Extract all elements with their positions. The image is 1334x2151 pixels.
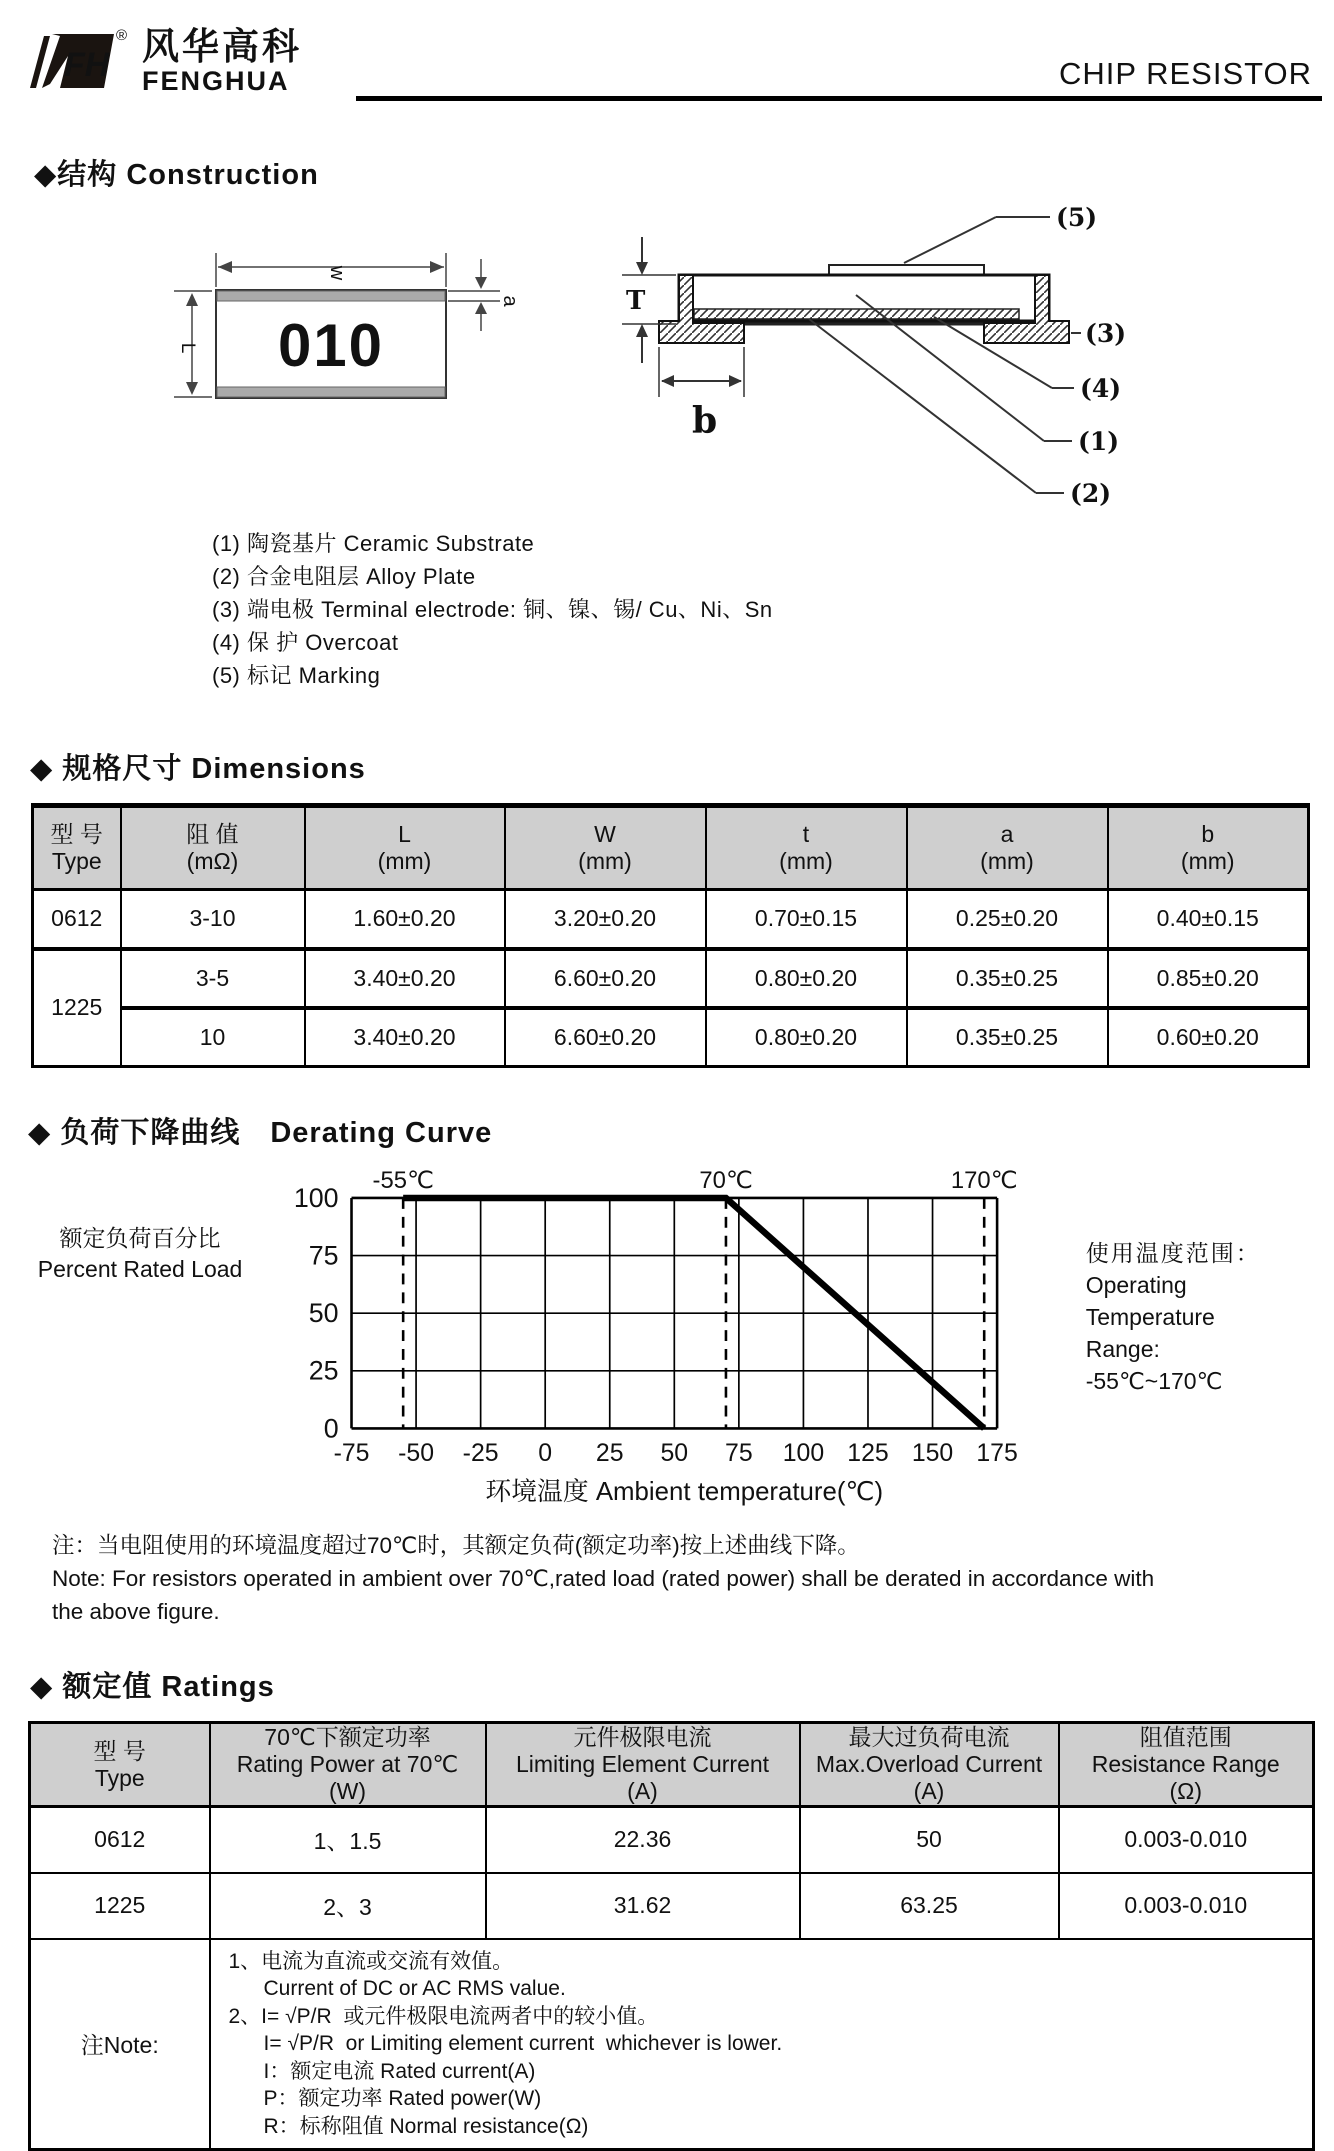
col-t: t (mm) [706,806,907,890]
x-tick-label: 150 [911,1440,954,1468]
chip-cross-section-diagram [604,181,1164,511]
x-tick-label: 25 [596,1440,624,1468]
legend-item-1: (1) 陶瓷基片 Ceramic Substrate [212,531,535,556]
col-b: b (mm) [1108,806,1309,890]
derating-note [52,1529,1334,1628]
logo-fh-monogram: FH [64,46,110,84]
ratings-heading: ◆ 额定值 Ratings [30,1671,275,1703]
legend-item-5: (5) 标记 Marking [212,663,381,688]
y-tick-label: 50 [308,1298,339,1329]
col-resistance-range: 阻值范围 Resistance Range (Ω) [1059,1723,1314,1807]
construction-heading: ◆结构 Construction [34,159,319,191]
page-header [0,0,1334,112]
table-row: 0612 3-10 1.60±0.20 3.20±0.20 0.70±0.15 0.25±0.20 0.40±0.15 [33,890,1309,949]
col-W: W (mm) [505,806,706,890]
y-axis-title: 额定负荷百分比 Percent Rated Load [37,1225,243,1282]
dim-t-label: T [626,286,646,316]
marker-label: 170℃ [951,1167,1018,1195]
dimensions-heading: ◆ 规格尺寸 Dimensions [30,753,366,785]
col-type: 型 号 Type [33,806,121,890]
note-cn: 注：当电阻使用的环境温度超过70℃时，其额定负荷(额定功率)按上述曲线下降。 [52,1533,860,1558]
note-en-line1: Note: For resistors operated in ambient over 70℃,rated load (rated power) shall be derated in accordance with [52,1566,1155,1591]
y-tick-label: 0 [323,1413,339,1444]
y-tick-label: 100 [293,1182,339,1213]
ratings-table [28,1721,1315,2151]
marker-label: -55℃ [372,1167,434,1195]
x-tick-label: 75 [725,1440,753,1468]
header-rule [356,96,1322,101]
brand-name-cn: 风华高科 [142,26,302,67]
y-tick-label: 25 [308,1355,339,1386]
table-row: 1225 3-5 3.40±0.20 6.60±0.20 0.80±0.20 0.35±0.25 0.85±0.20 [33,949,1309,1008]
col-rating-power: 70℃下额定功率 Rating Power at 70℃ (W) [210,1723,486,1807]
x-tick-label: -50 [398,1440,435,1468]
x-tick-label: -75 [333,1440,370,1468]
legend-item-4: (4) 保 护 Overcoat [212,630,399,655]
table-row: 1225 2、3 31.62 63.25 0.003-0.010 [30,1873,1314,1939]
legend-item-3: (3) 端电极 Terminal electrode: 铜、镍、锡/ Cu、Ni、Sn [212,597,773,622]
table-row: 10 3.40±0.20 6.60±0.20 0.80±0.20 0.35±0.25 0.60±0.20 [33,1008,1309,1067]
x-tick-label: 175 [976,1440,1018,1468]
callout-3-label: (3) [1085,319,1127,348]
dim-b-label: b [692,400,718,442]
derating-chart-block [0,1165,1334,1517]
construction-diagrams [0,197,1334,511]
derating-heading: ◆ 负荷下降曲线 Derating Curve [28,1117,493,1149]
document-title: CHIP RESISTOR [1058,56,1312,91]
cell-type-1225: 1225 [33,949,121,1067]
x-tick-label: 50 [660,1440,689,1468]
dimensions-header-row [33,806,1309,890]
note-label-cell: 注Note: [30,1939,210,2150]
dim-l-label: L [177,342,198,354]
x-tick-label: 0 [538,1440,553,1468]
y-tick-label: 75 [308,1240,339,1271]
derating-curve-chart [280,1165,1070,1517]
ratings-notes-cell: 1、电流为直流或交流有效值。 Current of DC or AC RMS value. 2、I= √P/R 或元件极限电流两者中的较小值。 I= √P/R or Limiting element current whichever is lower. I：额定电流 Rated current(A) P：额定功率 Rated power(W) R：标称阻值 Normal resistance(Ω) [210,1939,1314,2150]
fenghua-logo-icon [30,26,130,106]
dim-a-label: a [499,295,521,307]
ratings-note-row [30,1939,1314,2150]
col-a: a (mm) [907,806,1108,890]
brand-name-en: FENGHUA [142,66,290,96]
callout-1-label: (1) [1078,427,1120,456]
note-en-line2: the above figure. [52,1599,220,1624]
ratings-header-row [30,1723,1314,1807]
callout-2-label: (2) [1070,479,1112,508]
dim-w-label: w [326,265,348,281]
x-tick-label: 100 [782,1440,825,1468]
table-row: 0612 1、1.5 22.36 50 0.003-0.010 [30,1807,1314,1873]
col-L: L (mm) [305,806,505,890]
fenghua-logo [30,26,302,106]
dimensions-table [31,803,1310,1068]
construction-legend [212,527,1334,692]
col-overload-current: 最大过负荷电流 Max.Overload Current (A) [800,1723,1059,1807]
col-resistance: 阻 值 (mΩ) [121,806,305,890]
marker-label: 70℃ [699,1167,753,1195]
operating-temperature-range: 使用温度范围： Operating Temperature Range: -55℃~170℃ [1085,1240,1261,1394]
col-type: 型 号 Type [30,1723,210,1807]
col-limiting-current: 元件极限电流 Limiting Element Current (A) [486,1723,800,1807]
callout-5-label: (5) [1056,203,1098,232]
legend-item-2: (2) 合金电阻层 Alloy Plate [212,564,476,589]
x-tick-label: 125 [847,1440,889,1468]
chip-marking-text: 010 [277,312,385,379]
x-axis-title: 环境温度 Ambient temperature(℃) [485,1477,884,1506]
x-tick-label: -25 [462,1440,499,1468]
callout-4-label: (4) [1080,374,1122,403]
chip-top-view-diagram [156,205,556,440]
registered-mark-icon: ® [116,27,128,44]
cell-type-0612: 0612 [33,890,121,949]
